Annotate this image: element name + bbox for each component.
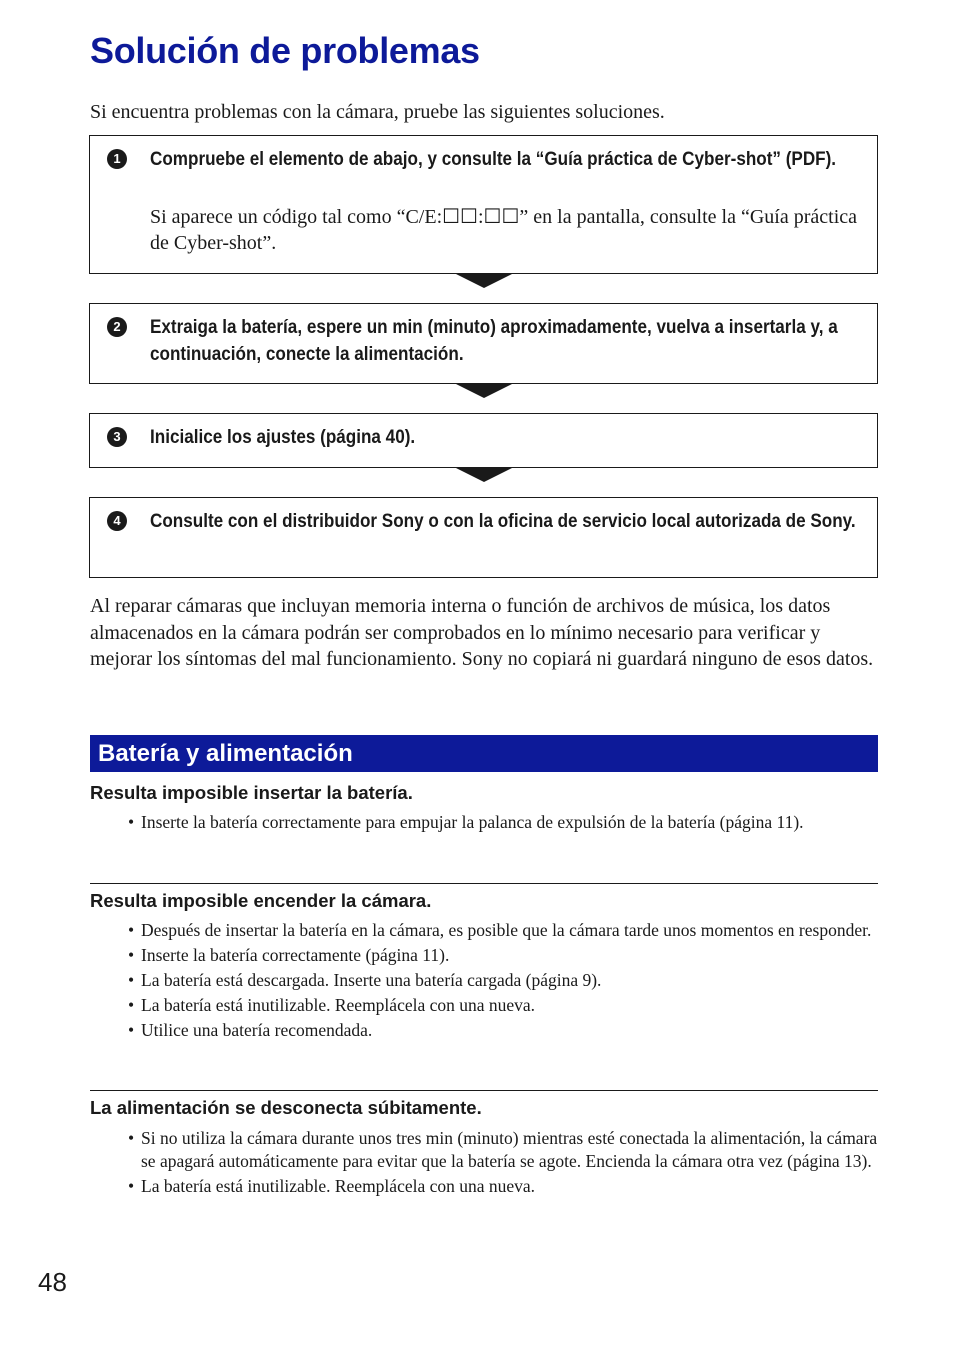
solution-list [128,919,878,1044]
divider [90,1090,878,1091]
solution-item: • La batería está inutilizable. Reemplácela con una nueva. [128,1175,878,1198]
solution-list [128,1127,878,1200]
step-number-3: 3 [107,427,127,447]
step-text-1: Compruebe el elemento de abajo, y consulte la “Guía práctica de Cyber-shot” (PDF). [150,149,837,170]
step-box-1 [89,135,878,274]
down-arrow-icon [454,383,514,398]
step-box-3 [89,413,878,468]
step-box-4 [89,497,878,578]
solution-item: • La batería está descargada. Inserte una batería cargada (página 9). [128,969,878,992]
problem-title: La alimentación se desconecta súbitamente. [90,1097,482,1118]
problem-title: Resulta imposible encender la cámara. [90,890,432,911]
solution-list [128,811,878,836]
intro-text: Si encuentra problemas con la cámara, pruebe las siguientes soluciones. [90,101,665,123]
solution-item: • La batería está inutilizable. Reemplácela con una nueva. [128,994,878,1017]
solution-item: • Si no utiliza la cámara durante unos tres min (minuto) mientras esté conectada la alimentación, la cámara se apagará automáticamente para evitar que la batería se agote. Encienda la cámara otra vez (página 13). [128,1127,878,1173]
solution-item: • Inserte la batería correctamente (página 11). [128,944,878,967]
step-box-2 [89,303,878,384]
step-number-4: 4 [107,511,127,531]
step-text-4: Consulte con el distribuidor Sony o con la oficina de servicio local autorizada de Sony. [150,511,856,532]
repair-notice-paragraph: Al reparar cámaras que incluyan memoria interna o función de archivos de música, los datos almacenados en la cámara podrán ser comprobados en lo mínimo necesario para verificar y mejorar los síntomas del mal funcionamiento. Sony no copiará ni guardará ninguno de esos datos. [90,595,874,670]
step-subtext-1: Si aparece un código tal como “C/E:☐☐:☐☐” en la pantalla, consulte la “Guía práctica de Cyber-shot”. [150,206,858,254]
step-number-1: 1 [107,149,127,169]
down-arrow-icon [454,273,514,288]
page-title: Solución de problemas [90,30,480,71]
solution-item: • Después de insertar la batería en la cámara, es posible que la cámara tarde unos momentos en responder. [128,919,878,942]
problem-title: Resulta imposible insertar la batería. [90,782,413,803]
step-number-2: 2 [107,317,127,337]
section-heading: Batería y alimentación [90,735,878,772]
solution-item: • Utilice una batería recomendada. [128,1019,878,1042]
solution-item: • Inserte la batería correctamente para empujar la palanca de expulsión de la batería (página 11). [128,811,878,834]
divider [90,883,878,884]
step-text-3: Inicialice los ajustes (página 40). [150,427,416,448]
step-text-2: Extraiga la batería, espere un min (minuto) aproximadamente, vuelva a insertarla y, a continuación, conecte la alimentación. [150,317,838,365]
page-number: 48 [38,1267,67,1297]
down-arrow-icon [454,467,514,482]
